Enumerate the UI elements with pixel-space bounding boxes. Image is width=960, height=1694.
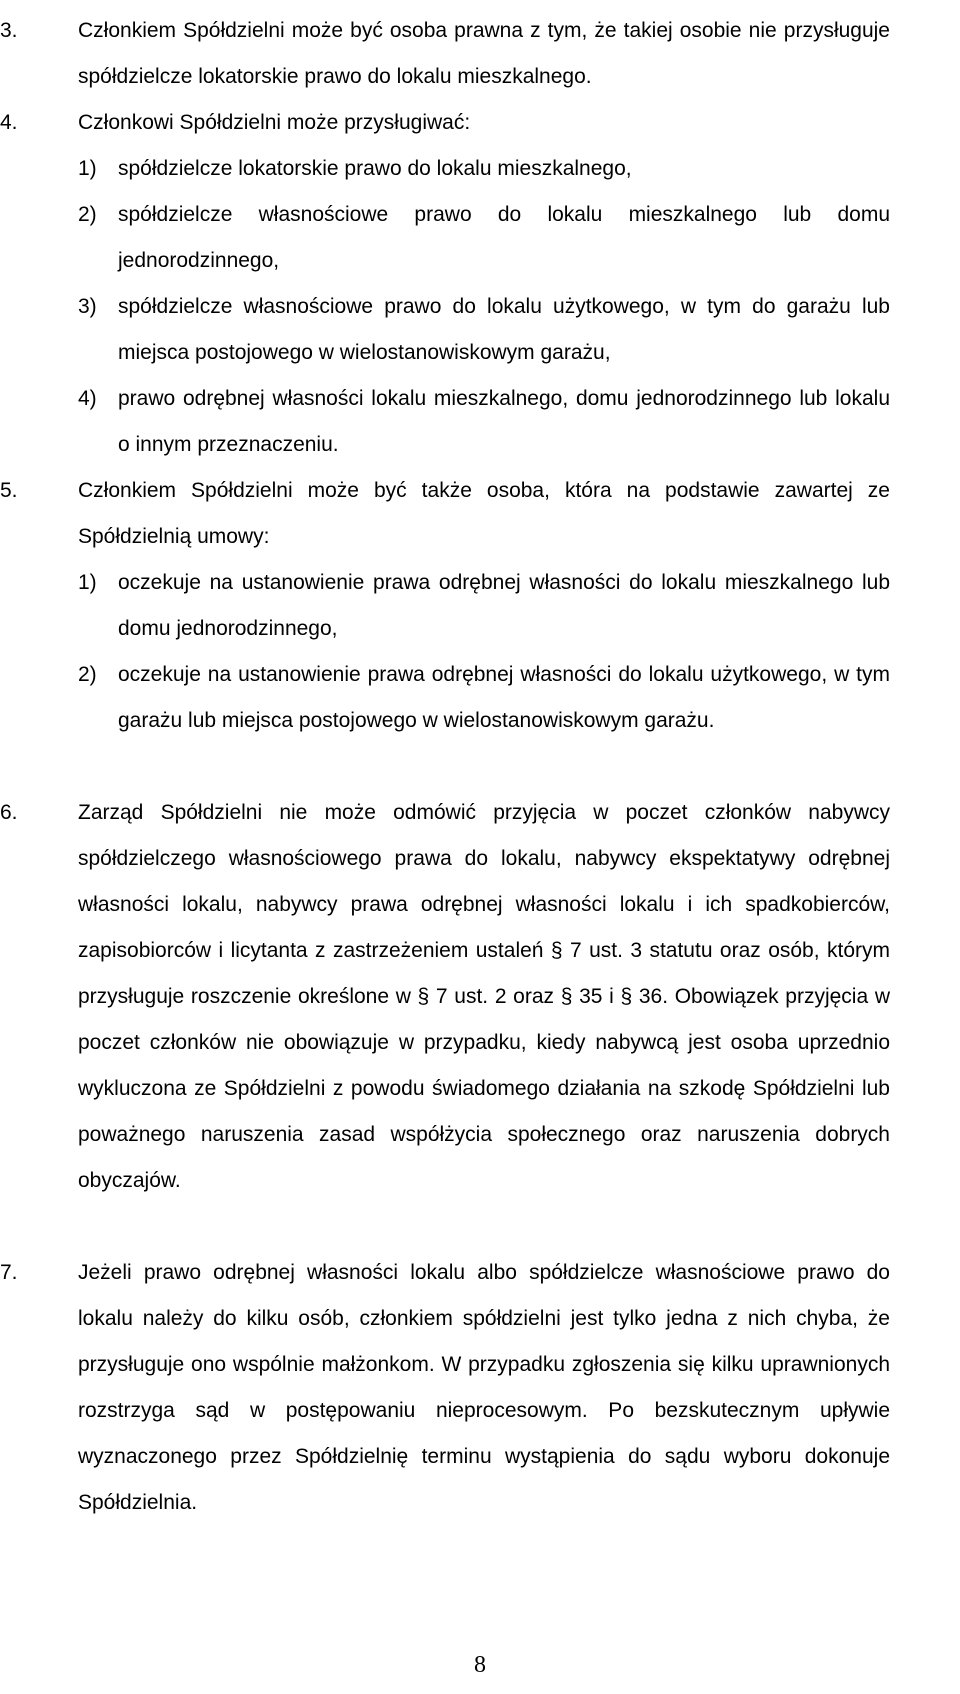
paragraph-number: 7. [0,1261,18,1284]
list-item-text: spółdzielcze własnościowe prawo do lokalu użytkowego, w tym do garażu lub miejsca postojowego w wielostanowiskowym garażu, [118,295,890,364]
paragraph-text: Członkowi Spółdzielni może przysługiwać: [78,111,471,134]
page-number: 8 [474,1652,486,1678]
list-item-text: oczekuje na ustanowienie prawa odrębnej własności do lokalu użytkowego, w tym garażu lub miejsca postojowego w wielostanowiskowym garażu. [118,663,890,732]
list-item-number: 2) [78,663,97,686]
list-item-number: 3) [78,295,97,318]
list-item-number: 1) [78,571,97,594]
list-item-number: 4) [78,387,97,410]
paragraph-number: 4. [0,111,18,134]
list-item-text: spółdzielcze własnościowe prawo do lokalu mieszkalnego lub domu jednorodzinnego, [118,203,890,272]
list-item-text: oczekuje na ustanowienie prawa odrębnej własności do lokalu mieszkalnego lub domu jednorodzinnego, [118,571,890,640]
list-item-text: spółdzielcze lokatorskie prawo do lokalu mieszkalnego, [118,157,632,180]
list-item-number: 2) [78,203,97,226]
paragraph-number: 3. [0,19,18,42]
paragraph-text: Jeżeli prawo odrębnej własności lokalu albo spółdzielcze własnościowe prawo do lokalu należy do kilku osób, członkiem spółdzielni jest tylko jedna z nich chyba, że przysługuje ono wspólnie małżonkom. W przypadku zgłoszenia się kilku uprawnionych rozstrzyga sąd w postępowaniu nieprocesowym. Po bezskutecznym upływie wyznaczonego przez Spółdzielnię terminu wystąpienia do sądu wyboru dokonuje Spółdzielnia. [78,1261,890,1514]
list-item-text: prawo odrębnej własności lokalu mieszkalnego, domu jednorodzinnego lub lokalu o innym przeznaczeniu. [118,387,890,456]
paragraph-number: 5. [0,479,18,502]
paragraph-text: Członkiem Spółdzielni może być osoba prawna z tym, że takiej osobie nie przysługuje spółdzielcze lokatorskie prawo do lokalu mieszkalnego. [78,19,890,88]
paragraph-text: Członkiem Spółdzielni może być także osoba, która na podstawie zawartej ze Spółdzielnią umowy: [78,479,890,548]
paragraph-text: Zarząd Spółdzielni nie może odmówić przyjęcia w poczet członków nabywcy spółdzielczego własnościowego prawa do lokalu, nabywcy ekspektatywy odrębnej własności lokalu, nabywcy prawa odrębnej własności lokalu i ich spadkobierców, zapisobiorców i licytanta z zastrzeżeniem ustaleń § 7 ust. 3 statutu oraz osób, którym przysługuje roszczenie określone w § 7 ust. 2 oraz § 35 i § 36. Obowiązek przyjęcia w poczet członków nie obowiązuje w przypadku, kiedy nabywcą jest osoba uprzednio wykluczona ze Spółdzielni z powodu świadomego działania na szkodę Spółdzielni lub poważnego naruszenia zasad współżycia społecznego oraz naruszenia dobrych obyczajów. [78,801,890,1192]
list-item-number: 1) [78,157,97,180]
paragraph-number: 6. [0,801,18,824]
